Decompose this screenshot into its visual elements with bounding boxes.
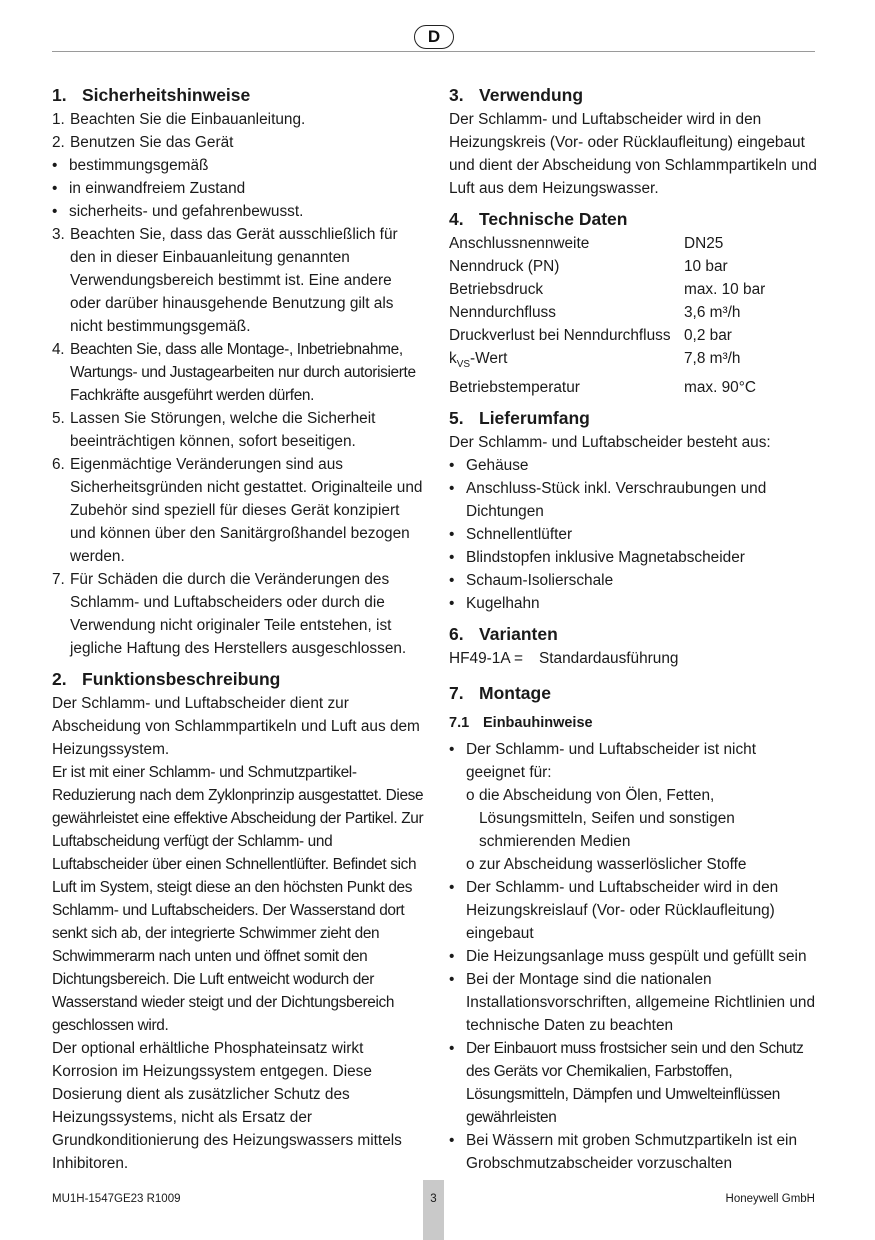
list-item: • Bei Wässern mit groben Schmutzpartikeln ist ein Grobschmutzabscheider vorzuschalten	[449, 1132, 798, 1173]
table-row: Anschlussnennweite DN25	[449, 235, 724, 252]
table-row: Betriebsdruck max. 10 bar	[449, 281, 766, 298]
header-rule	[52, 51, 815, 52]
list-item: • Schnellentlüfter	[449, 526, 573, 544]
scope-intro: Der Schlamm- und Luftabscheider besteht aus:	[449, 434, 771, 452]
table-row: Betriebstemperatur max. 90°C	[449, 379, 757, 397]
section-4-heading: 4. Technische Daten	[449, 209, 628, 229]
list-item: • Der Schlamm- und Luftabscheider ist nicht geeignet für:	[449, 741, 756, 782]
section-6-heading: 6. Varianten	[449, 624, 558, 645]
company-name: Honeywell GmbH	[725, 1193, 815, 1205]
table-row: $k_{VS}$-Wert 7,8 m³/h	[449, 350, 741, 371]
list-item: • Die Heizungsanlage muss gespült und gefüllt sein	[449, 948, 807, 966]
section-7-heading: 7. Montage	[449, 683, 551, 704]
language-badge: D	[414, 25, 454, 49]
page-number: 3	[423, 1180, 444, 1240]
safety-item-5: 5. Lassen Sie Störungen, welche die Sicherheit beeinträchtigen können, sofort beseitigen.	[52, 410, 376, 450]
list-item: • Schaum-Isolierschale	[449, 572, 614, 590]
safety-item-1: 1. Beachten Sie die Einbauanleitung.	[52, 111, 306, 128]
safety-item-2: 2. Benutzen Sie das Gerät	[52, 134, 234, 151]
safety-item-6: 6. Eigenmächtige Veränderungen sind aus Sicherheitsgründen nicht gestattet. Originalteile und Zubehör sind speziell für dieses Gerät konzipiert und können über den Sanitärgroßhandel bezogen werden.	[52, 456, 423, 565]
list-item: • Der Einbauort muss frostsicher sein und den Schutz des Geräts vor Chemikalien, Farbstoffen, Lösungsmitteln, Dämpfen und Umwelteinflüssen gewährleisten	[449, 1040, 804, 1127]
sub-list-item: o zur Abscheidung wasserlöslicher Stoffe	[466, 856, 747, 874]
usage-paragraph: Der Schlamm- und Luftabscheider wird in den Heizungskreis (Vor- oder Rücklaufleitung) eingebaut und dient der Abscheidung von Schlammpartikeln und Luft aus dem Heizungswasser.	[449, 111, 817, 197]
sub-list-item: o die Abscheidung von Ölen, Fetten, Lösungsmitteln, Seifen und sonstigen schmierenden Medien	[466, 787, 735, 851]
table-row: Nenndurchfluss 3,6 m³/h	[449, 304, 741, 321]
table-row: Nenndruck (PN) 10 bar	[449, 258, 728, 275]
table-row: Druckverlust bei Nenndurchfluss 0,2 bar	[449, 327, 732, 344]
safety-bullet: • in einwandfreiem Zustand	[52, 180, 246, 197]
section-1-heading: 1. Sicherheitshinweise	[52, 85, 251, 105]
subsection-7-1-heading: 7.1 Einbauhinweise	[449, 715, 593, 732]
list-item: • Bei der Montage sind die nationalen Installationsvorschriften, allgemeine Richtlinien und technische Daten zu beachten	[449, 971, 816, 1035]
list-item: • Gehäuse	[449, 457, 529, 475]
safety-bullet: • bestimmungsgemäß	[52, 157, 209, 174]
function-paragraph-1: Der Schlamm- und Luftabscheider dient zur Abscheidung von Schlammpartikeln und Luft aus dem Heizungssystem.	[52, 695, 420, 758]
list-item: • Der Schlamm- und Luftabscheider wird in den Heizungskreislauf (Vor- oder Rücklaufleitung) eingebaut	[449, 879, 779, 943]
safety-item-3: 3. Beachten Sie, dass das Gerät ausschließlich für den in dieser Einbauanleitung genannten Verwendungsbereich bestimmt ist. Eine andere oder darüber hinausgehende Benutzung gilt als nicht bestimmungsgemäß.	[52, 226, 398, 335]
safety-item-4: 4. Beachten Sie, dass alle Montage-, Inbetriebnahme, Wartungs- und Justagearbeiten nur durch autorisierte Fachkräfte ausgeführt werden dürfen.	[52, 341, 416, 404]
left-column	[52, 76, 424, 1175]
safety-item-7: 7. Für Schäden die durch die Veränderungen des Schlamm- und Luftabscheiders oder durch die Verwendung nicht originaler Teile entstehen, ist jegliche Haftung des Herstellers ausgeschlossen.	[52, 571, 407, 657]
function-paragraph-3: Der optional erhältliche Phosphateinsatz wirkt Korrosion im Heizungssystem entgegen. Diese Dosierung dient als zusätzlicher Schutz des Heizungssystems, nicht als Ersatz der Grundkonditionierung des Heizungswassers mittels Inhibitoren.	[52, 1040, 402, 1172]
document-number: MU1H-1547GE23 R1009	[52, 1193, 181, 1205]
list-item: • Anschluss-Stück inkl. Verschraubungen und Dichtungen	[449, 480, 767, 521]
variant-row: HF49-1A = Standardausführung	[449, 650, 679, 668]
safety-bullet: • sicherheits- und gefahrenbewusst.	[52, 203, 304, 220]
list-item: • Blindstopfen inklusive Magnetabscheider	[449, 549, 745, 567]
section-2-heading: 2. Funktionsbeschreibung	[52, 669, 281, 689]
technical-data-table	[449, 232, 765, 399]
function-paragraph-2: Er ist mit einer Schlamm- und Schmutzpartikel-Reduzierung nach dem Zyklonprinzip ausgestattet. Diese gewährleistet eine effektive Abscheidung der Partikel. Zur Luftabscheidung verfügt der Schlamm- und Luftabscheider über einen Schnellentlüfter. Befindet sich Luft im System, steigt diese an den höchsten Punkt des Schlamm- und Luftabscheiders. Der Wasserstand dort senkt sich ab, der integrierte Schwimmer zieht den Schwimmerarm nach unten und öffnet somit den Dichtungsbereich. Die Luft entweicht wodurch der Wasserstand wieder steigt und der Dichtungsbereich geschlossen wird.	[52, 764, 424, 1034]
section-5-heading: 5. Lieferumfang	[449, 408, 590, 429]
right-column	[449, 76, 819, 1175]
section-3-heading: 3. Verwendung	[449, 85, 584, 105]
list-item: • Kugelhahn	[449, 595, 540, 613]
